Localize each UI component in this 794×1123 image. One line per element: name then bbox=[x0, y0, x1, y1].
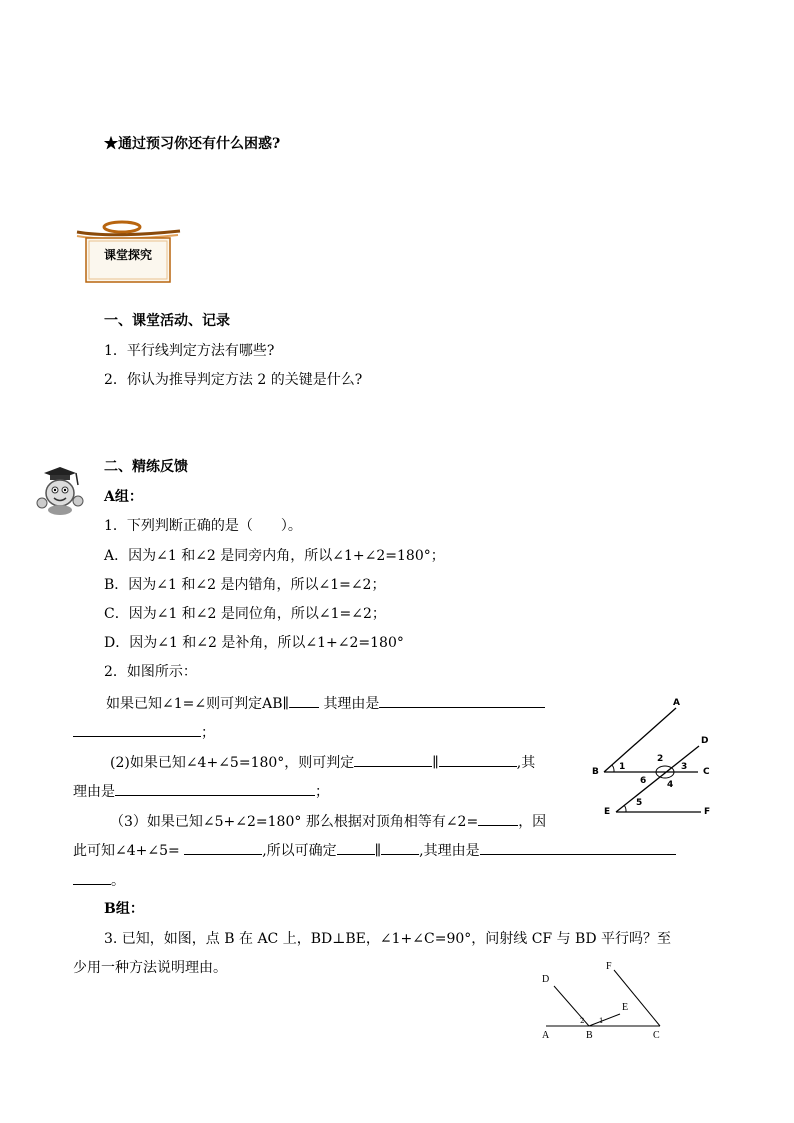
blank-line-2[interactable] bbox=[439, 752, 517, 767]
option-b: B．因为∠1 和∠2 是内错角，所以∠1=∠2； bbox=[104, 577, 386, 593]
p2-l4-text-a: 理由是 bbox=[73, 784, 115, 800]
problem-2-stem: 2．如图所示： bbox=[104, 664, 197, 680]
fig1-label-d: D bbox=[701, 736, 709, 746]
blank-reason-1-cont[interactable] bbox=[73, 722, 201, 737]
problem-2-line7 bbox=[73, 870, 125, 890]
fig2-label-c: C bbox=[653, 1030, 660, 1041]
fig2-angle-2: 2 bbox=[580, 1017, 585, 1025]
p2-l1-text-c: 其理由是 bbox=[323, 696, 380, 712]
problem-2-line2 bbox=[73, 722, 215, 742]
problem-3-line1: 3. 已知，如图，点 B 在 AC 上，BD⊥BE，∠1+∠C=90°，问射线 CF 与 BD 平行吗？至 bbox=[104, 931, 671, 947]
blank-sum[interactable] bbox=[184, 840, 262, 855]
fig2-label-f: F bbox=[606, 961, 612, 972]
blank-reason-1[interactable] bbox=[379, 693, 545, 708]
fig2-label-e: E bbox=[622, 1002, 629, 1013]
section-banner bbox=[72, 218, 184, 284]
fig1-label-a: A bbox=[673, 698, 680, 708]
problem-2-line3 bbox=[110, 752, 535, 772]
blank-reason-2[interactable] bbox=[115, 781, 315, 796]
p2-l6-text-a: 此可知∠4+∠5= bbox=[73, 843, 180, 859]
fig1-angle-3: 3 bbox=[681, 762, 688, 772]
problem-2-line6 bbox=[73, 840, 676, 860]
problem-1-stem: 1．下列判断正确的是（ ）。 bbox=[104, 518, 302, 534]
fig1-angle-5: 5 bbox=[636, 798, 643, 808]
question-2: 2．你认为推导判定方法 2 的关键是什么? bbox=[104, 372, 363, 388]
figure-2 bbox=[536, 958, 676, 1048]
blank-line-1[interactable] bbox=[354, 752, 432, 767]
figure-1 bbox=[586, 696, 726, 824]
option-a: A．因为∠1 和∠2 是同旁内角，所以∠1+∠2=180°； bbox=[104, 548, 445, 564]
blank-parallel-line[interactable] bbox=[289, 693, 319, 708]
p2-l6-text-b: ,所以可确定 bbox=[262, 843, 337, 859]
blank-angle-2[interactable] bbox=[478, 811, 518, 826]
fig1-label-c: C bbox=[703, 767, 710, 777]
fig1-angle-2: 2 bbox=[657, 754, 664, 764]
p2-l3-text-b: ∥ bbox=[432, 755, 439, 771]
blank-line-3[interactable] bbox=[337, 840, 375, 855]
option-c: C．因为∠1 和∠2 是同位角，所以∠1=∠2； bbox=[104, 606, 386, 622]
problem-2-line5 bbox=[110, 811, 546, 831]
fig2-label-a: A bbox=[542, 1030, 550, 1041]
p2-l6-text-d: ,其理由是 bbox=[419, 843, 480, 859]
group-b-label: B组： bbox=[104, 901, 144, 917]
p2-l1-text-a: 如果已知∠1=∠ bbox=[106, 696, 207, 712]
p2-l3-text-c: ,其 bbox=[516, 755, 536, 771]
p2-l7-end: 。 bbox=[111, 873, 125, 889]
teacher-mascot-icon bbox=[30, 465, 86, 519]
problem-2-line1 bbox=[106, 693, 545, 713]
section1-title: 一、课堂活动、记录 bbox=[104, 313, 230, 329]
preview-question: ★通过预习你还有什么困惑? bbox=[104, 136, 281, 152]
p2-l5-text-b: ，因 bbox=[518, 814, 547, 830]
blank-line-4[interactable] bbox=[381, 840, 419, 855]
problem-2-line4 bbox=[73, 781, 329, 801]
section2-title: 二、精练反馈 bbox=[104, 459, 188, 475]
question-1: 1．平行线判定方法有哪些? bbox=[104, 343, 275, 359]
figure-1-diagram bbox=[586, 696, 726, 824]
p2-l3-text-a: (2)如果已知∠4+∠5=180°，则可判定 bbox=[110, 755, 355, 771]
p2-l6-text-c: ∥ bbox=[374, 843, 382, 859]
p2-l2-end: ； bbox=[201, 725, 215, 741]
blank-reason-3[interactable] bbox=[480, 840, 676, 855]
p2-l5-text-a: （3）如果已知∠5+∠2=180° 那么根据对顶角相等有∠2= bbox=[110, 814, 479, 830]
fig1-angle-6: 6 bbox=[640, 776, 647, 786]
banner-label: 课堂探究 bbox=[103, 248, 152, 262]
blank-reason-3-cont[interactable] bbox=[73, 870, 111, 885]
group-a-label: A组： bbox=[104, 489, 143, 505]
fig2-angle-1: 1 bbox=[599, 1017, 604, 1025]
fig1-label-b: B bbox=[592, 767, 599, 777]
fig1-angle-1: 1 bbox=[619, 762, 626, 772]
p2-l4-text-b: ； bbox=[315, 784, 329, 800]
fig2-label-b: B bbox=[586, 1030, 593, 1041]
option-d: D．因为∠1 和∠2 是补角，所以∠1+∠2=180° bbox=[104, 635, 404, 651]
p2-l1-text-b: 则可判定AB∥ bbox=[206, 696, 289, 712]
problem-3-line2: 少用一种方法说明理由。 bbox=[73, 960, 227, 976]
fig1-label-f: F bbox=[704, 807, 711, 817]
fig2-label-d: D bbox=[542, 974, 550, 985]
fig1-angle-4: 4 bbox=[667, 780, 674, 790]
fig1-label-e: E bbox=[604, 807, 611, 817]
